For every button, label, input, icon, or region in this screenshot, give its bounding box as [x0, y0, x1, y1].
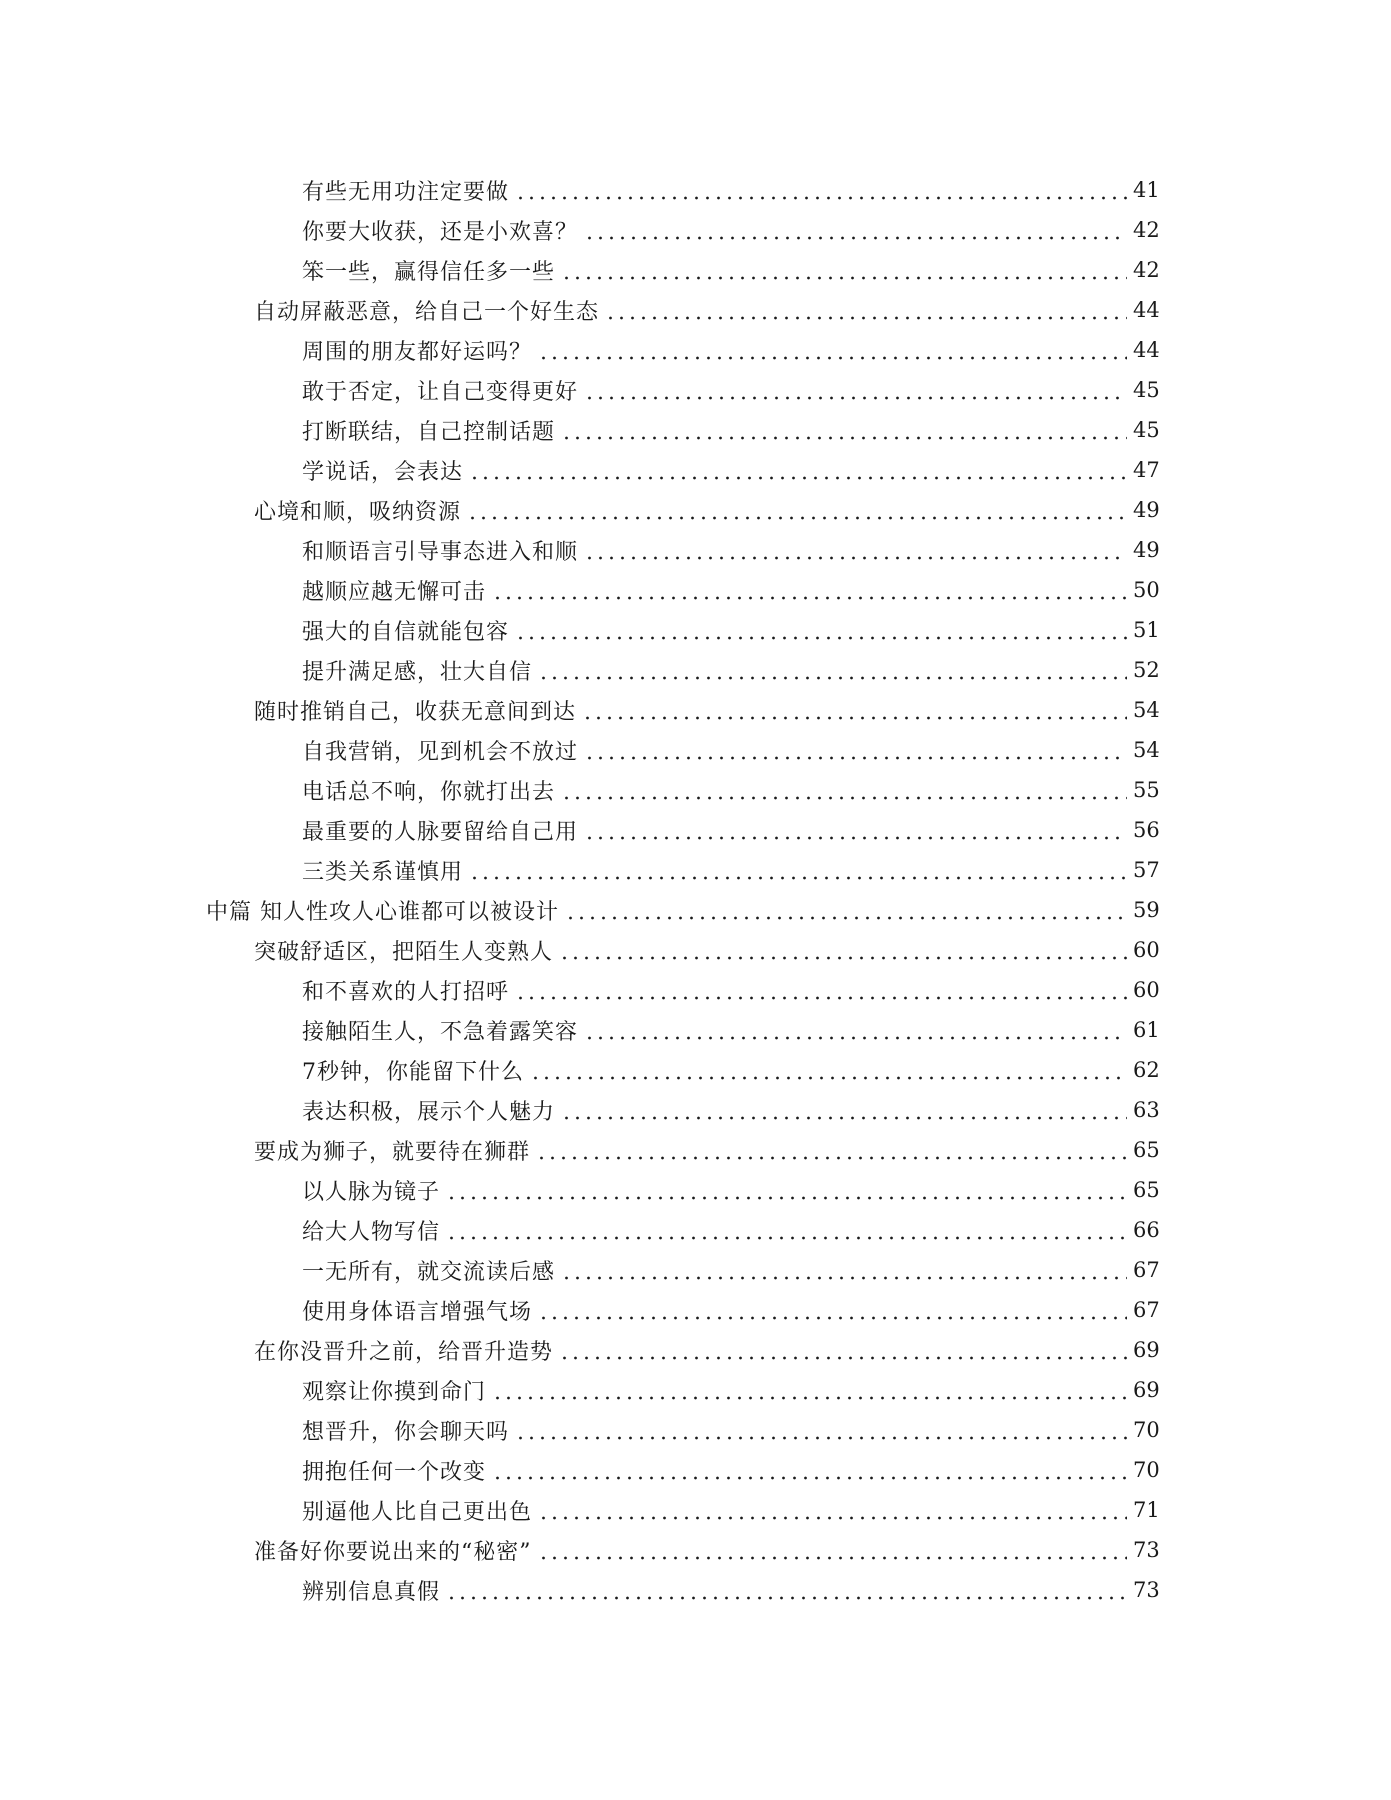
toc-entry-page-number: 49 [1133, 498, 1160, 522]
toc-entry [0, 330, 1391, 370]
toc-entry [0, 1090, 1391, 1130]
dot-leader [584, 219, 1127, 241]
dot-leader [565, 899, 1127, 921]
toc-entry-title: 突破舒适区，把陌生人变熟人 [254, 939, 554, 965]
toc-entry-page-number: 57 [1133, 858, 1160, 882]
dot-leader [538, 1299, 1127, 1321]
toc-entry-page-number: 44 [1133, 338, 1160, 362]
dot-leader [515, 1419, 1127, 1441]
dot-leader [530, 1059, 1127, 1081]
toc-entry-title: 要成为狮子，就要待在狮群 [254, 1139, 531, 1165]
toc-entry-title: 准备好你要说出来的“秘密” [254, 1539, 532, 1565]
dot-leader [584, 819, 1127, 841]
toc-entry [0, 610, 1391, 650]
toc-entry-page-number: 50 [1133, 578, 1160, 602]
toc-entry-title: 周围的朋友都好运吗？ [302, 339, 533, 365]
dot-leader [584, 739, 1127, 761]
dot-leader [446, 1579, 1127, 1601]
toc-entry-page-number: 73 [1133, 1538, 1160, 1562]
toc-entry-page-number: 70 [1133, 1418, 1160, 1442]
toc-entry [0, 290, 1391, 330]
toc-entry-page-number: 73 [1133, 1578, 1160, 1602]
toc-entry-title: 观察让你摸到命门 [302, 1379, 487, 1405]
dot-leader [561, 1259, 1127, 1281]
toc-entry [0, 490, 1391, 530]
toc-entry-page-number: 51 [1133, 618, 1160, 642]
toc-entry-page-number: 47 [1133, 458, 1160, 482]
toc-entry-title: 在你没晋升之前，给晋升造势 [254, 1339, 554, 1365]
toc-entry-page-number: 66 [1133, 1218, 1160, 1242]
toc-entry [0, 450, 1391, 490]
toc-entry [0, 1290, 1391, 1330]
toc-entry-title: 打断联结，自己控制话题 [302, 419, 556, 445]
dot-leader [561, 419, 1127, 441]
toc-entry-title: 中篇 知人性攻人心谁都可以被设计 [206, 899, 559, 925]
toc-entry-page-number: 70 [1133, 1458, 1160, 1482]
toc-entry-page-number: 62 [1133, 1058, 1160, 1082]
dot-leader [492, 1459, 1127, 1481]
toc-entry [0, 1170, 1391, 1210]
toc-entry-title: 拥抱任何一个改变 [302, 1459, 487, 1485]
toc-entry-page-number: 69 [1133, 1338, 1160, 1362]
toc-entry-page-number: 61 [1133, 1018, 1160, 1042]
toc-entry-title: 接触陌生人，不急着露笑容 [302, 1019, 579, 1045]
toc-entry [0, 690, 1391, 730]
toc-entry-title: 和顺语言引导事态进入和顺 [302, 539, 579, 565]
toc-entry [0, 1130, 1391, 1170]
toc-entry-page-number: 60 [1133, 978, 1160, 1002]
toc-entry-title: 越顺应越无懈可击 [302, 579, 487, 605]
toc-entry [0, 1450, 1391, 1490]
toc-entry-page-number: 42 [1133, 258, 1160, 282]
toc-entry-title: 自我营销，见到机会不放过 [302, 739, 579, 765]
toc-entry-page-number: 45 [1133, 418, 1160, 442]
toc-entry-title: 强大的自信就能包容 [302, 619, 510, 645]
toc-entry [0, 930, 1391, 970]
toc-entry-page-number: 52 [1133, 658, 1160, 682]
toc-entry-title: 敢于否定，让自己变得更好 [302, 379, 579, 405]
toc-entry [0, 570, 1391, 610]
toc-entry-title: 笨一些，赢得信任多一些 [302, 259, 556, 285]
table-of-contents [0, 170, 1391, 1610]
toc-entry-page-number: 71 [1133, 1498, 1160, 1522]
dot-leader [582, 699, 1127, 721]
dot-leader [492, 579, 1127, 601]
toc-entry-title: 电话总不响，你就打出去 [302, 779, 556, 805]
toc-entry-page-number: 67 [1133, 1298, 1160, 1322]
toc-entry-title: 三类关系谨慎用 [302, 859, 464, 885]
toc-entry [0, 1370, 1391, 1410]
toc-entry [0, 210, 1391, 250]
dot-leader [559, 1339, 1127, 1361]
dot-leader [469, 459, 1127, 481]
toc-entry [0, 1250, 1391, 1290]
toc-entry [0, 970, 1391, 1010]
toc-entry-page-number: 55 [1133, 778, 1160, 802]
dot-leader [469, 859, 1127, 881]
toc-entry-page-number: 56 [1133, 818, 1160, 842]
toc-entry [0, 1570, 1391, 1610]
dot-leader [561, 259, 1127, 281]
toc-entry [0, 410, 1391, 450]
toc-entry-title: 一无所有，就交流读后感 [302, 1259, 556, 1285]
dot-leader [446, 1179, 1127, 1201]
toc-entry [0, 370, 1391, 410]
toc-entry-page-number: 69 [1133, 1378, 1160, 1402]
toc-entry [0, 810, 1391, 850]
toc-entry-title: 表达积极，展示个人魅力 [302, 1099, 556, 1125]
toc-entry-title: 学说话，会表达 [302, 459, 464, 485]
toc-entry-title: 最重要的人脉要留给自己用 [302, 819, 579, 845]
toc-entry-page-number: 54 [1133, 698, 1160, 722]
toc-entry [0, 530, 1391, 570]
toc-entry [0, 730, 1391, 770]
toc-entry-page-number: 67 [1133, 1258, 1160, 1282]
toc-entry [0, 1330, 1391, 1370]
toc-entry-title: 你要大收获，还是小欢喜？ [302, 219, 579, 245]
toc-entry-title: 心境和顺，吸纳资源 [254, 499, 462, 525]
toc-entry [0, 1410, 1391, 1450]
dot-leader [584, 539, 1127, 561]
dot-leader [492, 1379, 1127, 1401]
toc-entry-page-number: 42 [1133, 218, 1160, 242]
toc-entry-title: 有些无用功注定要做 [302, 179, 510, 205]
toc-entry-page-number: 41 [1133, 178, 1160, 202]
toc-entry-page-number: 63 [1133, 1098, 1160, 1122]
dot-leader [559, 939, 1127, 961]
toc-entry [0, 250, 1391, 290]
dot-leader [515, 619, 1127, 641]
toc-entry-title: 给大人物写信 [302, 1219, 441, 1245]
toc-entry-title: 想晋升，你会聊天吗 [302, 1419, 510, 1445]
dot-leader [538, 1539, 1128, 1561]
toc-entry-page-number: 45 [1133, 378, 1160, 402]
toc-entry-page-number: 60 [1133, 938, 1160, 962]
toc-entry-title: 辨别信息真假 [302, 1579, 441, 1605]
dot-leader [536, 1139, 1127, 1161]
dot-leader [584, 1019, 1127, 1041]
dot-leader [538, 1499, 1127, 1521]
toc-entry-page-number: 65 [1133, 1138, 1160, 1162]
toc-entry [0, 650, 1391, 690]
toc-entry [0, 1050, 1391, 1090]
dot-leader [467, 499, 1127, 521]
toc-entry-title: 提升满足感，壮大自信 [302, 659, 533, 685]
toc-entry [0, 850, 1391, 890]
toc-entry [0, 1490, 1391, 1530]
toc-entry [0, 170, 1391, 210]
toc-entry-title: 别逼他人比自己更出色 [302, 1499, 533, 1525]
dot-leader [561, 1099, 1127, 1121]
dot-leader [446, 1219, 1127, 1241]
toc-entry-page-number: 59 [1133, 898, 1160, 922]
dot-leader [515, 979, 1127, 1001]
dot-leader [561, 779, 1127, 801]
toc-entry [0, 770, 1391, 810]
toc-entry [0, 1010, 1391, 1050]
dot-leader [515, 179, 1127, 201]
toc-entry-title: 7秒钟，你能留下什么 [302, 1059, 524, 1085]
toc-entry-page-number: 65 [1133, 1178, 1160, 1202]
toc-entry [0, 1210, 1391, 1250]
toc-entry-page-number: 44 [1133, 298, 1160, 322]
toc-entry-title: 随时推销自己，收获无意间到达 [254, 699, 577, 725]
toc-entry [0, 890, 1391, 930]
dot-leader [584, 379, 1127, 401]
toc-entry-title: 和不喜欢的人打招呼 [302, 979, 510, 1005]
dot-leader [538, 339, 1127, 361]
toc-entry [0, 1530, 1391, 1570]
dot-leader [605, 299, 1127, 321]
dot-leader [538, 659, 1127, 681]
toc-entry-title: 自动屏蔽恶意，给自己一个好生态 [254, 299, 600, 325]
toc-entry-page-number: 49 [1133, 538, 1160, 562]
toc-entry-title: 以人脉为镜子 [302, 1179, 441, 1205]
toc-entry-page-number: 54 [1133, 738, 1160, 762]
toc-entry-title: 使用身体语言增强气场 [302, 1299, 533, 1325]
